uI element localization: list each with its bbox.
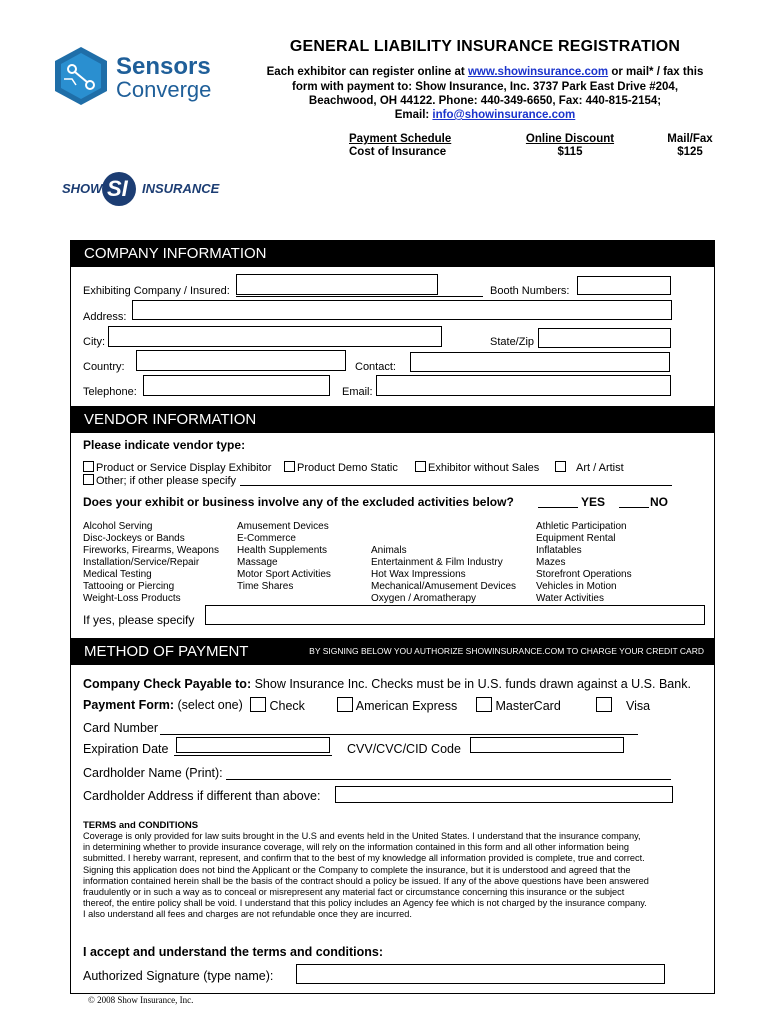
telephone-label: Telephone: — [83, 386, 137, 398]
form-title: GENERAL LIABILITY INSURANCE REGISTRATION — [289, 38, 681, 55]
header-line-1: Each exhibitor can register online at www.showinsurance.com or mail* / fax this — [266, 66, 704, 78]
sensors-word: Sensors — [116, 53, 211, 80]
cardholder-name-label: Cardholder Name (Print): — [83, 766, 223, 780]
checkbox-demo[interactable] — [284, 461, 295, 472]
check-payable-line: Company Check Payable to: Show Insurance Inc. Checks must be in U.S. funds drawn against a U.S. Bank. — [83, 677, 691, 691]
email-label: Email: — [342, 386, 373, 398]
exhibiting-label: Exhibiting Company / Insured: — [83, 285, 230, 297]
email-input[interactable] — [376, 375, 671, 396]
vendor-section-header: VENDOR INFORMATION — [71, 406, 714, 433]
checkbox-visa[interactable] — [596, 697, 612, 712]
no-blank[interactable] — [619, 507, 649, 508]
country-input[interactable] — [136, 350, 346, 371]
vendor-option-art[interactable]: Art / Artist — [555, 461, 624, 474]
country-label: Country: — [83, 361, 125, 373]
excluded-question: Does your exhibit or business involve any of the excluded activities below? — [83, 495, 514, 509]
expiration-input[interactable] — [176, 737, 330, 753]
converge-word: Converge — [116, 77, 212, 102]
header-line-2: form with payment to: Show Insurance, Inc. 3737 Park East Drive #204, — [291, 81, 679, 93]
booth-numbers-input[interactable] — [577, 276, 671, 295]
schedule-col2: Online Discount $115 — [525, 133, 615, 158]
cvv-input[interactable] — [470, 737, 624, 753]
vendor-option-display[interactable]: Product or Service Display Exhibitor — [83, 461, 271, 474]
website-link[interactable]: www.showinsurance.com — [467, 66, 609, 78]
vendor-option-other[interactable]: Other; if other please specify — [83, 474, 236, 487]
payment-form-line: Payment Form: (select one) — [83, 698, 243, 712]
accept-terms: I accept and understand the terms and conditions: — [83, 945, 384, 959]
contact-input[interactable] — [410, 352, 670, 372]
card-number-label: Card Number — [83, 721, 159, 735]
yes-blank[interactable] — [538, 507, 578, 508]
header-email-line: Email: info@showinsurance.com — [394, 109, 576, 121]
activities-col1: Alcohol Serving Disc-Jockeys or Bands Fireworks, Firearms, Weapons Installation/Service/Repair Medical Testing Tattooing or Piercing Weight-Loss Products — [83, 521, 219, 604]
company-section-header: COMPANY INFORMATION — [71, 240, 714, 267]
cardholder-address-label: Cardholder Address if different than above: — [83, 789, 321, 803]
statezip-label: State/Zip — [490, 336, 535, 348]
exhibiting-company-input[interactable] — [236, 274, 438, 295]
payment-option-check[interactable]: Check — [250, 697, 305, 713]
terms-title: TERMS and CONDITIONS — [83, 820, 199, 831]
city-label: City: — [83, 336, 105, 348]
checkbox-amex[interactable] — [337, 697, 353, 712]
booth-label: Booth Numbers: — [490, 285, 570, 297]
hexagon-icon — [50, 45, 112, 107]
address-input[interactable] — [132, 300, 672, 320]
activities-col3: Animals Entertainment & Film Industry Hot Wax Impressions Mechanical/Amusement Devices Oxygen / Aromatherapy — [371, 545, 517, 604]
city-input[interactable] — [108, 326, 442, 347]
terms-body: Coverage is only provided for law suits brought in the U.S and events held in the United States. I understand that the insurance company, in determining whether to provide insurance coverage, will rely on the information contained in this form and all other information being submitted. I hereby warrant, represent, and confirm that to the best of my knowledge all information provided is complete, true and correct. Signing this application does not bind the Applicant or the Company to complete the insurance, but it is understood and agreed that the information contained herein shall be the basis of the contract should a policy be issued. If any of the above questions have been answered fraudulently or in such a way as to conceal or misrepresent any material fact or circumstance concerning this insurance or the subject thereof, the entire policy shall be void. I understand that this policy includes an Agency fee which is not charged by the insurance company. I also understand all fees and charges are not refundable once they are incurred. — [83, 831, 649, 920]
schedule-col3: Mail/Fax $125 — [667, 133, 713, 158]
ifyes-label: If yes, please specify — [83, 613, 195, 627]
checkbox-display[interactable] — [83, 461, 94, 472]
vendor-type-prompt: Please indicate vendor type: — [83, 438, 246, 452]
ifyes-input[interactable] — [205, 605, 705, 625]
cardholder-address-input[interactable] — [335, 786, 673, 803]
authorize-notice: BY SIGNING BELOW YOU AUTHORIZE SHOWINSURANCE.COM TO CHARGE YOUR CREDIT CARD — [309, 646, 704, 656]
schedule-col1: Payment Schedule Cost of Insurance — [349, 133, 452, 158]
vendor-option-nosales[interactable]: Exhibitor without Sales — [415, 461, 539, 474]
payment-section-header: METHOD OF PAYMENT BY SIGNING BELOW YOU AUTHORIZE SHOWINSURANCE.COM TO CHARGE YOUR CREDIT CARD — [71, 638, 714, 665]
sensors-converge-logo — [50, 45, 225, 110]
copyright: © 2008 Show Insurance, Inc. — [88, 995, 194, 1005]
card-number-input[interactable] — [160, 734, 638, 735]
payment-option-amex[interactable]: American Express — [337, 697, 457, 713]
checkbox-other[interactable] — [83, 474, 94, 485]
cvv-label: CVV/CVC/CID Code — [347, 742, 461, 756]
cardholder-name-input[interactable] — [226, 779, 671, 780]
activities-col4: Athletic Participation Equipment Rental Inflatables Mazes Storefront Operations Vehicles in Motion Water Activities — [536, 521, 632, 604]
signature-input[interactable] — [296, 964, 665, 984]
payment-option-visa[interactable]: Visa — [596, 697, 650, 713]
expiration-label: Expiration Date — [83, 742, 169, 756]
checkbox-mastercard[interactable] — [476, 697, 492, 712]
email-link[interactable]: info@showinsurance.com — [432, 109, 576, 121]
checkbox-nosales[interactable] — [415, 461, 426, 472]
signature-label: Authorized Signature (type name): — [83, 969, 274, 983]
checkbox-check[interactable] — [250, 697, 266, 712]
telephone-input[interactable] — [143, 375, 330, 396]
yes-label: YES — [581, 495, 606, 509]
statezip-input[interactable] — [538, 328, 671, 348]
contact-label: Contact: — [355, 361, 396, 373]
vendor-option-demo[interactable]: Product Demo Static — [284, 461, 398, 474]
activities-col2: Amusement Devices E-Commerce Health Supplements Massage Motor Sport Activities Time Shares — [237, 521, 331, 592]
show-insurance-logo: SHOW SI INSURANCE — [62, 170, 217, 208]
payment-option-mastercard[interactable]: MasterCard — [476, 697, 561, 713]
checkbox-art[interactable] — [555, 461, 566, 472]
no-label: NO — [650, 495, 668, 509]
header-line-3: Beachwood, OH 44122. Phone: 440-349-6650, Fax: 440-815-2154; — [308, 95, 662, 107]
address-label: Address: — [83, 311, 127, 323]
other-specify-input[interactable] — [240, 485, 672, 486]
